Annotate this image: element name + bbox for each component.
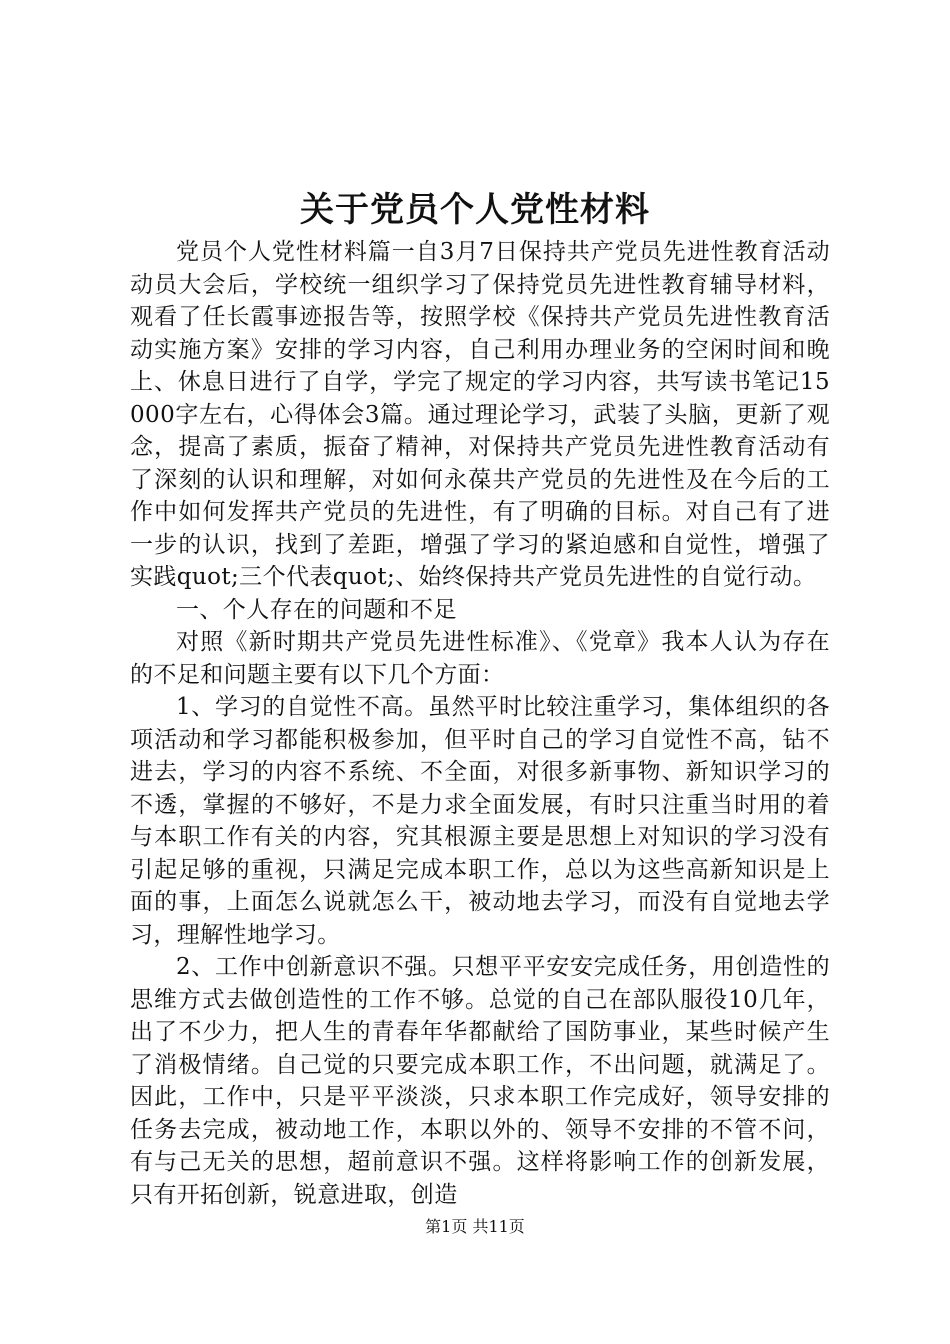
paragraph-intro: 党员个人党性材料篇一自3月7日保持共产党员先进性教育活动动员大会后，学校统一组织学习了保持党员先进性教育辅导材料，观看了任长霞事迹报告等，按照学校《保持共产党员先进性教育活动实施方案》安排的学习内容，自己利用办理业务的空闲时间和晚上、休息日进行了自学，学完了规定的学习内容，共写读书笔记15000字左右，心得体会3篇。通过理论学习，武装了头脑，更新了观念，提高了素质，振奋了精神，对保持共产党员先进性教育活动有了深刻的认识和理解，对如何永葆共产党员的先进性及在今后的工作中如何发挥共产党员的先进性，有了明确的目标。对自己有了进一步的认识，找到了差距，增强了学习的紧迫感和自觉性，增强了实践quot;三个代表quot;、始终保持共产党员先进性的自觉行动。 xyxy=(130,239,830,590)
section-heading-problems: 一、个人存在的问题和不足 xyxy=(176,596,457,623)
page-footer: 第1页 共11页 xyxy=(425,1217,525,1236)
page-title: 关于党员个人党性材料 xyxy=(300,190,650,230)
document-body xyxy=(130,236,830,1211)
paragraph-comparison: 对照《新时期共产党员先进性标准》、《党章》我本人认为存在的不足和问题主要有以下几个方面： xyxy=(130,629,830,688)
paragraph-point-1: 1、学习的自觉性不高。虽然平时比较注重学习，集体组织的各项活动和学习都能积极参加，但平时自己的学习自觉性不高，钻不进去，学习的内容不系统、不全面，对很多新事物、新知识学习的不透，掌握的不够好，不是力求全面发展，有时只注重当时用的着与本职工作有关的内容，究其根源主要是思想上对知识的学习没有引起足够的重视，只满足完成本职工作，总以为这些高新知识是上面的事，上面怎么说就怎么干，被动地去学习，而没有自觉地去学习，理解性地学习。 xyxy=(130,694,830,948)
paragraph-point-2: 2、工作中创新意识不强。只想平平安安完成任务，用创造性的思维方式去做创造性的工作不够。总觉的自己在部队服役10几年，出了不少力，把人生的青春年华都献给了国防事业，某些时候产生了消极情绪。自己觉的只要完成本职工作，不出问题，就满足了。因此，工作中，只是平平淡淡，只求本职工作完成好，领导安排的任务去完成，被动地工作，本职以外的、领导不安排的不管不问，有与己无关的思想，超前意识不强。这样将影响工作的创新发展，只有开拓创新，锐意进取，创造 xyxy=(130,954,830,1208)
